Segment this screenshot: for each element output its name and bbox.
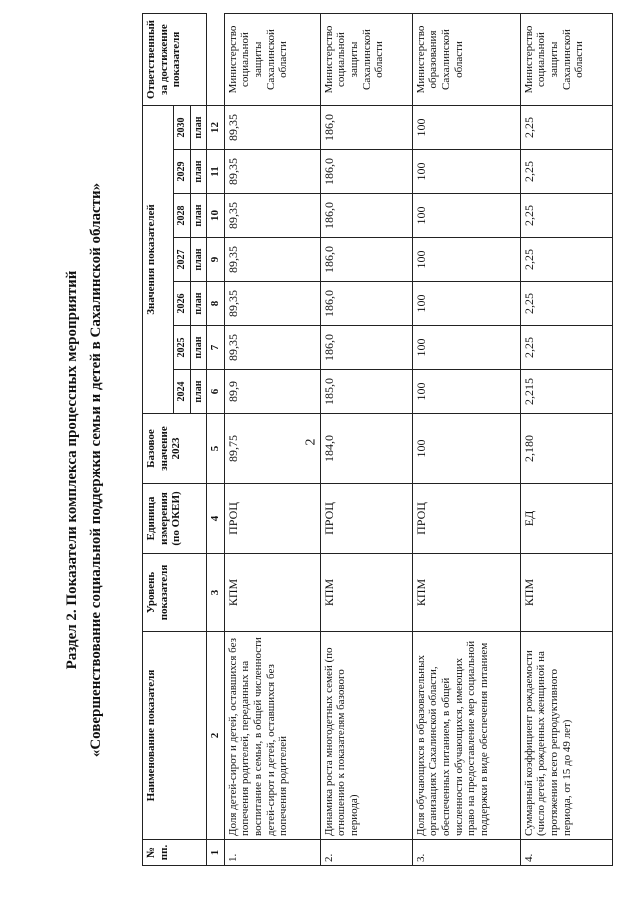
row-value: 2,25 bbox=[520, 238, 612, 282]
row-name: Доля детей-сирот и детей, оставшихся без попечения родителей, переданных на воспитание в семьи, в общей численности детей-сирот и детей, оставшихся без попечения родителей bbox=[224, 632, 320, 840]
table-row bbox=[412, 14, 520, 866]
header-year: 2026 bbox=[174, 282, 191, 326]
col-number: 5 bbox=[207, 414, 225, 484]
row-value: 186,0 bbox=[320, 106, 412, 150]
header-plan: план bbox=[190, 282, 207, 326]
row-value: 100 bbox=[412, 150, 520, 194]
row-value: 89,35 bbox=[224, 238, 320, 282]
row-unit: ПРОЦ bbox=[320, 484, 412, 554]
row-level: КПМ bbox=[320, 554, 412, 632]
row-value: 2,25 bbox=[520, 150, 612, 194]
row-value: 89,35 bbox=[224, 150, 320, 194]
row-num: 4. bbox=[520, 840, 612, 866]
row-value: 2,25 bbox=[520, 106, 612, 150]
row-value: 2,25 bbox=[520, 326, 612, 370]
row-value: 186,0 bbox=[320, 150, 412, 194]
header-plan: план bbox=[190, 370, 207, 414]
header-level: Уровень показателя bbox=[143, 554, 207, 632]
row-value: 185,0 bbox=[320, 370, 412, 414]
row-value: 2,215 bbox=[520, 370, 612, 414]
header-year: 2027 bbox=[174, 238, 191, 282]
row-resp: Министерство социальной защиты Сахалинской области bbox=[320, 14, 412, 106]
header-plan: план bbox=[190, 106, 207, 150]
row-level: КПМ bbox=[224, 554, 320, 632]
header-base: Базовое значение 2023 bbox=[143, 414, 207, 484]
row-value: 100 bbox=[412, 326, 520, 370]
col-number: 12 bbox=[207, 106, 225, 150]
header-plan: план bbox=[190, 150, 207, 194]
col-number: 11 bbox=[207, 150, 225, 194]
header-plan: план bbox=[190, 326, 207, 370]
row-resp: Министерство социальной защиты Сахалинской области bbox=[224, 14, 320, 106]
col-number: 8 bbox=[207, 282, 225, 326]
column-number-row bbox=[207, 14, 225, 866]
row-unit: ЕД bbox=[520, 484, 612, 554]
row-base: 100 bbox=[412, 414, 520, 484]
row-num: 2. bbox=[320, 840, 412, 866]
row-value: 100 bbox=[412, 106, 520, 150]
header-plan: план bbox=[190, 238, 207, 282]
header-year: 2025 bbox=[174, 326, 191, 370]
row-value: 186,0 bbox=[320, 282, 412, 326]
col-number: 1 bbox=[207, 840, 225, 866]
header-row-1 bbox=[143, 14, 174, 866]
indicators-table bbox=[142, 13, 613, 866]
row-level: КПМ bbox=[412, 554, 520, 632]
col-number: 9 bbox=[207, 238, 225, 282]
header-year: 2028 bbox=[174, 194, 191, 238]
header-year: 2030 bbox=[174, 106, 191, 150]
table-row bbox=[320, 14, 412, 866]
table-row bbox=[520, 14, 612, 866]
row-value: 2,25 bbox=[520, 282, 612, 326]
row-num: 1. bbox=[224, 840, 320, 866]
section-title: Раздел 2. Показатели комплекса процессных мероприятий bbox=[64, 270, 80, 670]
col-number: 3 bbox=[207, 554, 225, 632]
col-number: 10 bbox=[207, 194, 225, 238]
rotated-page-content bbox=[64, 0, 624, 880]
header-num: № пп. bbox=[143, 840, 207, 866]
col-number: 7 bbox=[207, 326, 225, 370]
row-name: Динамика роста многодетных семей (по отношению к показателям базового периода) bbox=[320, 632, 412, 840]
header-name: Наименование показателя bbox=[143, 632, 207, 840]
header-year: 2024 bbox=[174, 370, 191, 414]
col-number: 2 bbox=[207, 632, 225, 840]
row-name: Суммарный коэффициент рождаемости (число детей, рожденных женщиной на протяжении всего репродуктивного периода, от 15 до 49 лет) bbox=[520, 632, 612, 840]
header-year: 2029 bbox=[174, 150, 191, 194]
row-value: 89,35 bbox=[224, 326, 320, 370]
col-number: 6 bbox=[207, 370, 225, 414]
row-base: 2,180 bbox=[520, 414, 612, 484]
row-value: 89,9 bbox=[224, 370, 320, 414]
header-values: Значения показателей bbox=[143, 106, 174, 414]
row-value: 89,35 bbox=[224, 106, 320, 150]
row-value: 89,35 bbox=[224, 282, 320, 326]
page-number: 2 bbox=[303, 438, 319, 446]
row-level: КПМ bbox=[520, 554, 612, 632]
row-resp: Министерство образования Сахалинской области bbox=[412, 14, 520, 106]
row-unit: ПРОЦ bbox=[412, 484, 520, 554]
table-row bbox=[224, 14, 320, 866]
row-value: 186,0 bbox=[320, 238, 412, 282]
row-base: 89,75 bbox=[224, 414, 320, 484]
header-plan: план bbox=[190, 194, 207, 238]
row-value: 100 bbox=[412, 370, 520, 414]
row-unit: ПРОЦ bbox=[224, 484, 320, 554]
row-resp: Министерство социальной защиты Сахалинской области bbox=[520, 14, 612, 106]
header-unit: Единица измерения (по ОКЕИ) bbox=[143, 484, 207, 554]
row-value: 186,0 bbox=[320, 194, 412, 238]
row-num: 3. bbox=[412, 840, 520, 866]
row-name: Доля обучающихся в образовательных организациях Сахалинской области, обеспеченных питанием, в общей численности обучающихся, имеющих право на предоставление мер социальной поддержки в виде обеспечения питанием bbox=[412, 632, 520, 840]
col-number: 4 bbox=[207, 484, 225, 554]
row-value: 100 bbox=[412, 194, 520, 238]
row-value: 100 bbox=[412, 282, 520, 326]
row-value: 186,0 bbox=[320, 326, 412, 370]
section-subtitle: «Совершенствование социальной поддержки семьи и детей в Сахалинской области» bbox=[88, 182, 104, 758]
row-value: 89,35 bbox=[224, 194, 320, 238]
row-value: 2,25 bbox=[520, 194, 612, 238]
row-base: 184,0 bbox=[320, 414, 412, 484]
row-value: 100 bbox=[412, 238, 520, 282]
header-resp: Ответственный за достижение показателя bbox=[143, 14, 207, 106]
